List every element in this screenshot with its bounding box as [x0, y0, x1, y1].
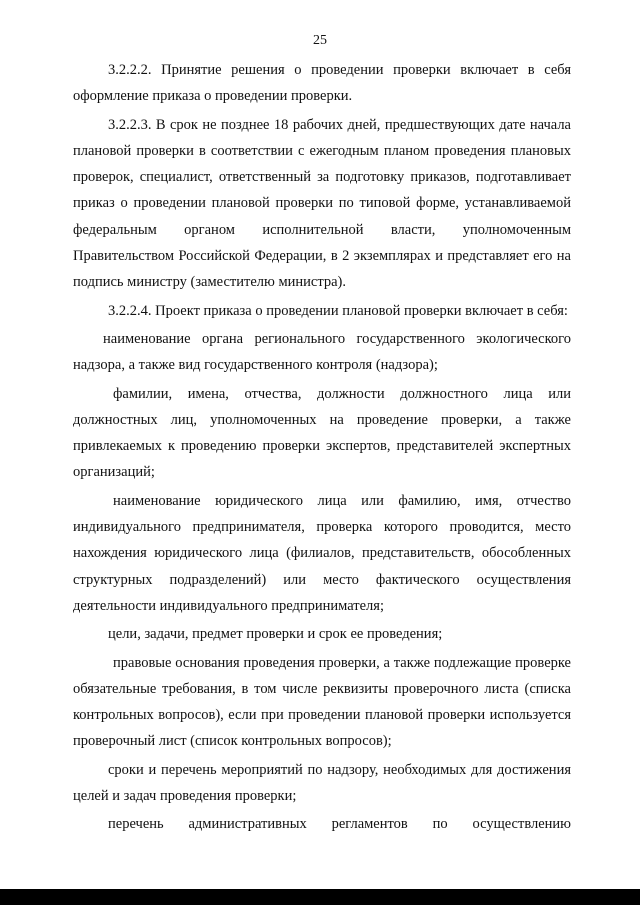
paragraph-3-2-2-4: 3.2.2.4. Проект приказа о проведении плановой проверки включает в себя:: [108, 302, 568, 319]
list-item-regulations: перечень административных регламентов по осуществлению: [108, 816, 571, 833]
list-item-legal-entity: наименование юридического лица или фамилию, имя, отчество индивидуального предпринимателя, проверка которого проводится, место нахождения юридического лица (филиалов, представительств, обособленных структурных подразделений) или место фактического осуществления деятельности индивидуального предпринимателя;: [73, 492, 571, 614]
list-item-authority-name: наименование органа регионального государственного экологического надзора, а также вид государственного контроля (надзора);: [73, 330, 571, 374]
list-item-measures: сроки и перечень мероприятий по надзору, необходимых для достижения целей и задач проведения проверки;: [73, 761, 571, 805]
list-item-goals: цели, задачи, предмет проверки и срок ее проведения;: [108, 626, 443, 643]
page-number: 25: [313, 33, 327, 48]
list-item-legal-grounds: правовые основания проведения проверки, а также подлежащие проверке обязательные требования, в том числе реквизиты проверочного листа (списка контрольных вопросов), если при проведении плановой проверки используется проверочный лист (список контрольных вопросов);: [73, 654, 571, 750]
paragraph-3-2-2-2: 3.2.2.2. Принятие решения о проведении проверки включает в себя оформление приказа о проведении проверки.: [73, 62, 571, 105]
document-body: [73, 57, 571, 840]
paragraph-3-2-2-3: 3.2.2.3. В срок не позднее 18 рабочих дней, предшествующих дате начала плановой проверки в соответствии с ежегодным планом проведения плановых проверок, специалист, ответственный за подготовку приказов, подготавливает приказ о проведении плановой проверки по типовой форме, устанавливаемой федеральным органом исполнительной власти, уполномоченным Правительством Российской Федерации, в 2 экземплярах и представляет его на подпись министру (заместителю министра).: [73, 116, 571, 291]
list-item-inspectors: фамилии, имена, отчества, должности должностного лица или должностных лиц, уполномоченных на проведение проверки, а также привлекаемых к проведению проверки экспертов, представителей экспертных организаций;: [73, 385, 571, 481]
scan-edge-bar: [0, 889, 640, 905]
